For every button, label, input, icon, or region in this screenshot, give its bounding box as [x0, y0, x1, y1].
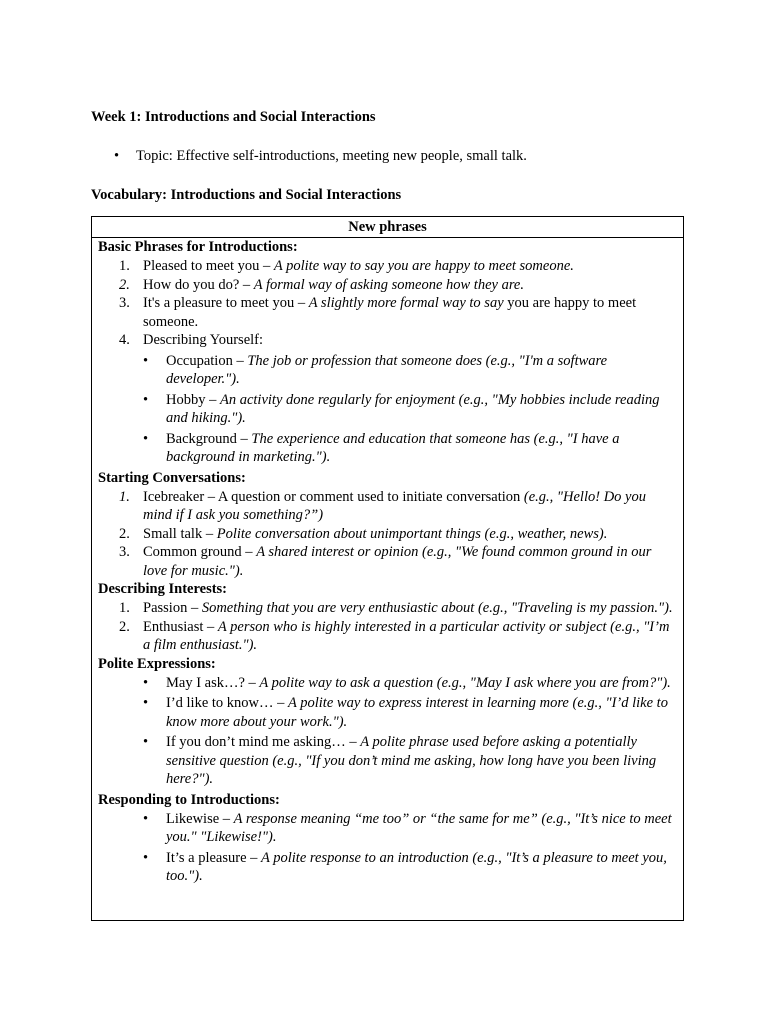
section-title-basic: Basic Phrases for Introductions: — [98, 239, 298, 255]
list-item — [98, 674, 677, 693]
phrase-definition: A slightly more formal way to say — [308, 295, 504, 311]
section-title-starting: Starting Conversations: — [98, 469, 246, 486]
week-heading: Week 1: Introductions and Social Interactions — [91, 109, 376, 125]
phrase-term: Likewise – — [166, 810, 234, 827]
phrase-term: Passion – — [143, 600, 202, 616]
phrase-term: Occupation – — [166, 352, 248, 369]
phrase-term: Pleased to meet you – — [143, 258, 274, 274]
phrase-term: Background – — [166, 430, 252, 447]
phrase-term: How do you do? – — [143, 276, 254, 293]
phrase-definition: A polite phrase used before asking a potentially sensitive question (e.g., "If you don’t mind me asking, how long have you been living here?"). — [166, 734, 657, 787]
list-number: 1. — [119, 600, 130, 616]
phrase-term: Small talk – — [143, 525, 217, 542]
vocabulary-table — [91, 216, 684, 921]
phrase-definition: A polite way to say you are happy to meet someone. — [273, 258, 574, 274]
section-title-responding: Responding to Introductions: — [98, 791, 280, 808]
list-item — [98, 294, 677, 331]
bullet-icon: • — [143, 391, 149, 408]
phrase-definition: A shared interest or opinion (e.g., "We found common ground in our love for music."). — [143, 544, 652, 579]
phrase-term: Describing Yourself: — [143, 332, 264, 348]
phrase-definition: An activity done regularly for enjoyment (e.g., "My hobbies include reading and hiking."). — [166, 391, 660, 426]
phrase-definition: (e.g., "Hello! Do you mind if I ask you something?”) — [143, 488, 646, 523]
phrase-term: Hobby – — [166, 391, 220, 408]
phrase-term: I’d like to know… – — [166, 695, 289, 711]
phrase-term: If you don’t mind me asking… – — [166, 734, 361, 750]
phrase-term: Icebreaker – A question or comment used to initiate conversation — [143, 488, 524, 505]
list-item — [98, 257, 677, 276]
list-number: 3. — [119, 295, 130, 311]
list-item — [98, 525, 677, 544]
phrase-definition: A polite response to an introduction (e.g., "It’s a pleasure to meet you, too."). — [166, 849, 667, 884]
phrase-term: Enthusiast – — [143, 618, 218, 635]
list-number: 1. — [119, 488, 130, 505]
list-item — [98, 618, 677, 655]
phrase-definition: The experience and education that someone has (e.g., "I have a background in marketing."). — [166, 430, 620, 465]
list-item — [98, 276, 677, 295]
phrase-tail: you are happy to meet someone. — [143, 295, 637, 330]
section-title-interests: Describing Interests: — [98, 581, 228, 597]
list-item — [98, 849, 677, 886]
list-number: 2. — [119, 618, 130, 635]
list-number: 1. — [119, 258, 130, 274]
list-item — [98, 352, 677, 389]
list-item — [98, 488, 677, 525]
vocabulary-heading: Vocabulary: Introductions and Social Interactions — [91, 187, 402, 203]
list-number: 3. — [119, 544, 130, 560]
phrase-definition: Something that you are very enthusiastic about (e.g., "Traveling is my passion."). — [201, 600, 673, 616]
bullet-icon: • — [143, 430, 149, 447]
list-number: 2. — [119, 525, 130, 542]
list-item — [98, 733, 677, 789]
list-item — [98, 599, 677, 618]
phrase-definition: Polite conversation about unimportant things (e.g., weather, news). — [216, 525, 608, 542]
bullet-icon: • — [143, 695, 149, 711]
list-item — [98, 391, 677, 428]
phrase-definition: A polite way to express interest in learning more (e.g., "I’d like to know more about your work."). — [166, 695, 668, 730]
phrase-term: Common ground – — [143, 544, 257, 560]
phrase-definition: A polite way to ask a question (e.g., "May I ask where you are from?"). — [259, 674, 671, 691]
describing-yourself-list — [98, 352, 677, 467]
list-item — [98, 810, 677, 847]
phrase-definition: A response meaning “me too” or “the same for me” (e.g., "It’s nice to meet you." "Likewise!"). — [166, 810, 672, 845]
list-number: 4. — [119, 332, 130, 348]
phrase-definition: A formal way of asking someone how they are. — [253, 276, 524, 293]
bullet-icon: • — [143, 674, 149, 691]
table-body — [92, 238, 683, 886]
phrase-definition: A person who is highly interested in a particular activity or subject (e.g., "I’m a film enthusiast."). — [143, 618, 670, 653]
table-header: New phrases — [92, 217, 683, 238]
phrase-term: May I ask…? – — [166, 674, 260, 691]
phrase-term: It's a pleasure to meet you – — [143, 295, 309, 311]
section-title-polite: Polite Expressions: — [98, 655, 216, 672]
list-item — [98, 331, 677, 350]
phrase-definition: The job or profession that someone does (e.g., "I'm a software developer."). — [166, 352, 608, 387]
bullet-icon: • — [143, 810, 149, 827]
list-item — [98, 430, 677, 467]
topic-text: Topic: Effective self-introductions, meeting new people, small talk. — [136, 148, 527, 164]
bullet-icon: • — [114, 148, 120, 164]
bullet-icon: • — [143, 734, 149, 750]
list-item — [98, 694, 677, 731]
phrase-term: It’s a pleasure – — [166, 849, 262, 866]
list-item — [98, 543, 677, 580]
list-number: 2. — [119, 276, 130, 293]
bullet-icon: • — [143, 352, 149, 369]
bullet-icon: • — [143, 849, 149, 866]
